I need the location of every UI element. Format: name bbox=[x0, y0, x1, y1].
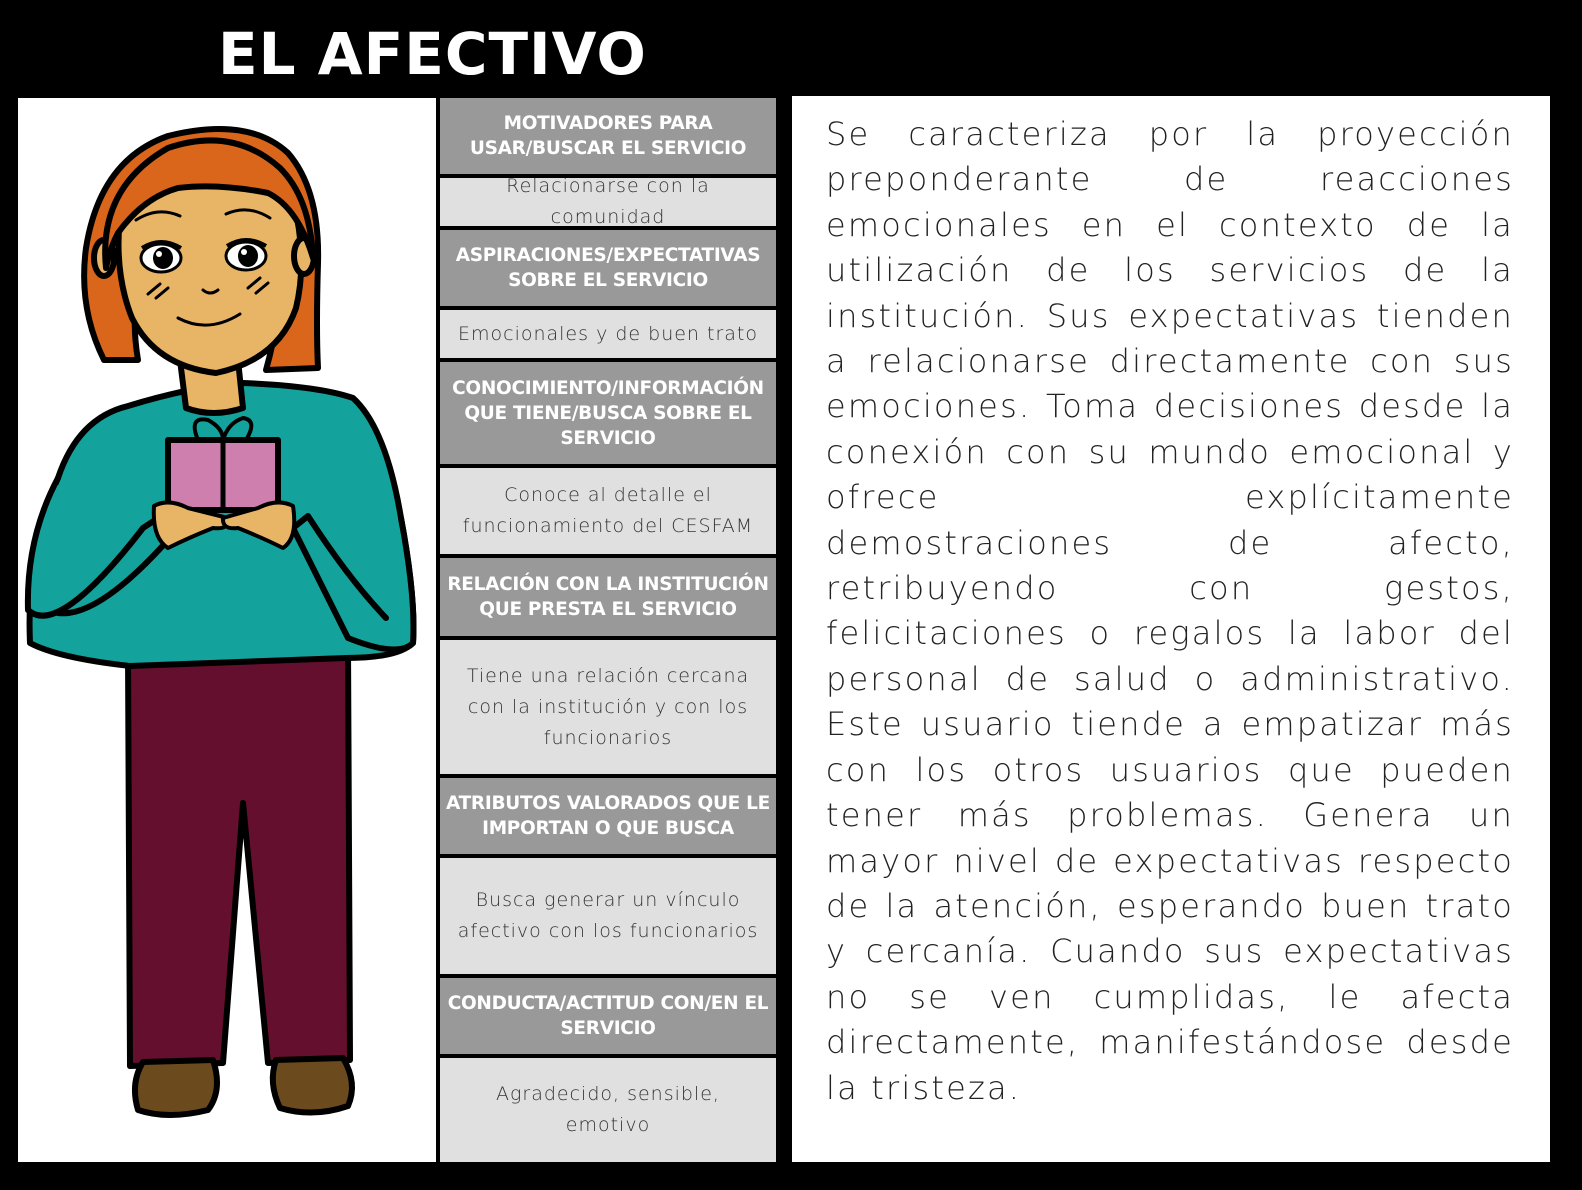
pants bbox=[128, 646, 350, 1066]
left-shoe bbox=[135, 1060, 217, 1115]
attribute-value: Agradecido, sensible, emotivo bbox=[440, 1058, 776, 1162]
description-panel bbox=[792, 96, 1550, 1162]
attribute-heading: MOTIVADORES PARA USAR/BUSCAR EL SERVICIO bbox=[440, 98, 776, 174]
persona-illustration bbox=[18, 98, 436, 1162]
attribute-heading: ATRIBUTOS VALORADOS QUE LE IMPORTAN O QUE BUSCA bbox=[440, 778, 776, 854]
attribute-heading: CONOCIMIENTO/INFORMACIÓN QUE TIENE/BUSCA SOBRE EL SERVICIO bbox=[440, 362, 776, 464]
attribute-value: Busca generar un vínculo afectivo con los funcionarios bbox=[440, 858, 776, 974]
attribute-value: Emocionales y de buen trato bbox=[440, 310, 776, 358]
attribute-value: Relacionarse con la comunidad bbox=[440, 178, 776, 226]
attribute-heading: ASPIRACIONES/EXPECTATIVAS SOBRE EL SERVICIO bbox=[440, 230, 776, 306]
attribute-value: Tiene una relación cercana con la institución y con los funcionarios bbox=[440, 640, 776, 774]
attribute-heading: RELACIÓN CON LA INSTITUCIÓN QUE PRESTA EL SERVICIO bbox=[440, 558, 776, 636]
page-title: EL AFECTIVO bbox=[218, 20, 647, 88]
attribute-heading: CONDUCTA/ACTITUD CON/EN EL SERVICIO bbox=[440, 978, 776, 1054]
attribute-value: Conoce al detalle el funcionamiento del CESFAM bbox=[440, 468, 776, 554]
right-shoe bbox=[273, 1058, 352, 1113]
persona-description: Se caracteriza por la proyección preponderante de reacciones emocionales en el contexto de la utilización de los servicios de la institución. Sus expectativas tienden a relacionarse directamente con sus emociones. Toma decisiones desde la conexión con su mundo emocional y ofrece explícitamente demostraciones de afecto, retribuyendo con gestos, felicitaciones o regalos la labor del personal de salud o administrativo. Este usuario tiende a empatizar más con los otros usuarios que pueden tener más problemas. Genera un mayor nivel de expectativas respecto de la atención, esperando buen trato y cercanía. Cuando sus expectativas no se ven cumplidas, le afecta directamente, manifestándose desde la tristeza. bbox=[826, 115, 1514, 1107]
attribute-table bbox=[440, 98, 776, 1162]
portrait-panel bbox=[18, 98, 436, 1162]
